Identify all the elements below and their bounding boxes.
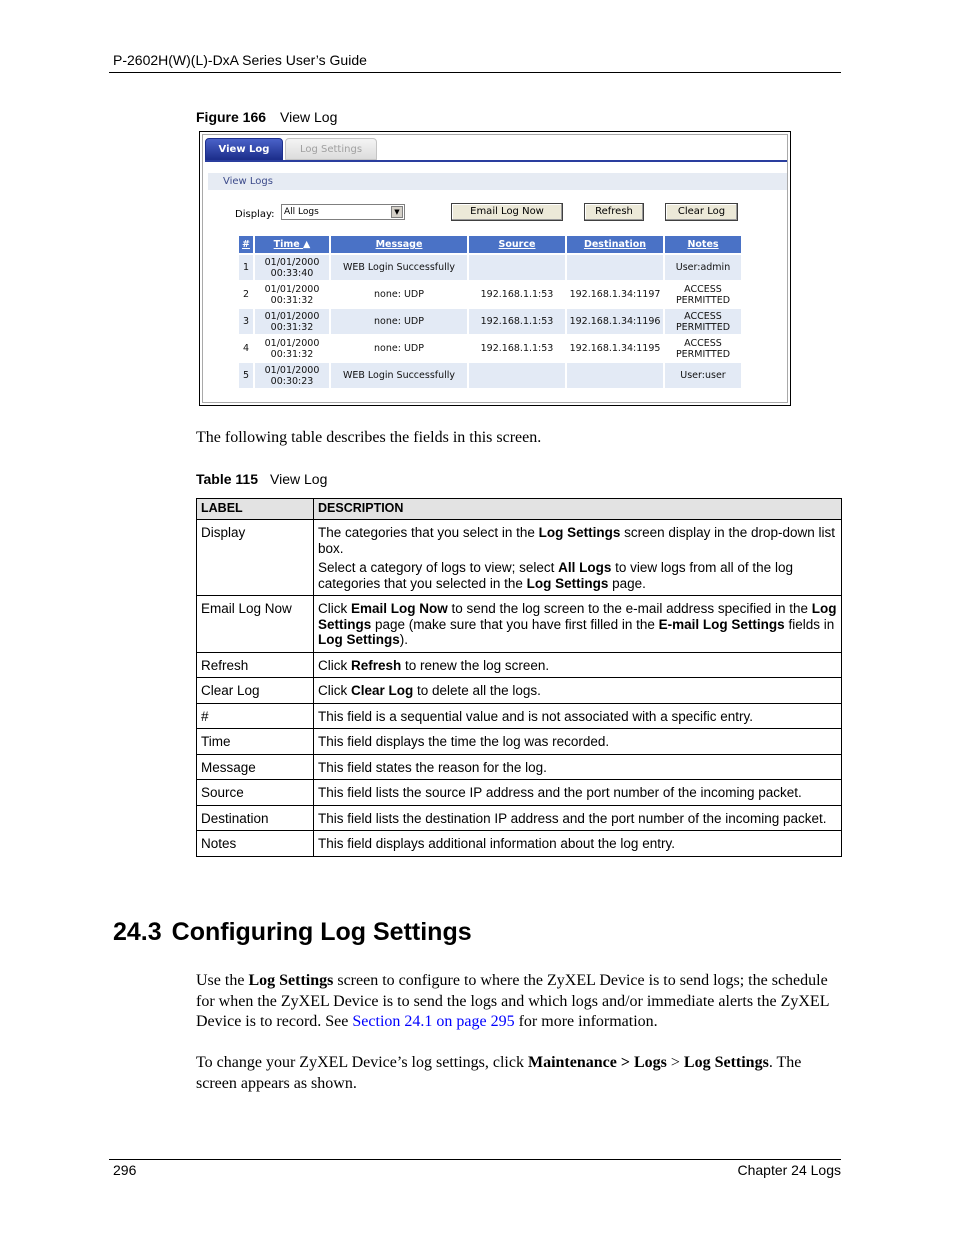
table-row	[197, 729, 842, 755]
log-clock: 00:31:32	[270, 294, 314, 306]
text-run: Use the	[196, 972, 249, 989]
row-description: This field lists the destination IP address and the port number of the incoming packet.	[314, 805, 842, 831]
row-description: This field states the reason for the log.	[314, 754, 842, 780]
text-run-bold: Log Settings	[318, 601, 837, 632]
row-description: This field displays the time the log was recorded.	[314, 729, 842, 755]
log-notes-line2: PERMITTED	[675, 321, 731, 333]
page-number: 296	[113, 1162, 137, 1178]
section-link[interactable]: Section 24.1 on page 295	[352, 1013, 515, 1030]
footer-rule	[109, 1159, 841, 1160]
text-run: page.	[608, 575, 646, 591]
text-run: to send the log screen to the e-mail address specified in the	[447, 601, 812, 616]
log-destination: 192.168.1.34:1195	[567, 336, 663, 361]
log-destination	[567, 255, 663, 280]
log-date: 01/01/2000	[264, 283, 320, 295]
log-date: 01/01/2000	[264, 364, 320, 376]
table-row	[197, 754, 842, 780]
table-title: View Log	[270, 471, 328, 487]
log-message: WEB Login Successfully	[331, 363, 467, 388]
text-run: screen display in the drop-down list box.	[318, 525, 835, 556]
figure-title: View Log	[280, 109, 338, 125]
tab-view-log[interactable]: View Log	[205, 138, 283, 160]
log-row	[239, 309, 741, 334]
tab-bar	[205, 138, 787, 160]
row-description: This field lists the source IP address and the port number of the incoming packet.	[314, 780, 842, 806]
chapter-label: Chapter 24 Logs	[737, 1162, 841, 1178]
text-run-bold: Log Settings	[526, 575, 609, 591]
log-clock: 00:33:40	[270, 267, 314, 279]
row-description	[314, 520, 842, 596]
col-header-time-label: Time	[273, 239, 300, 250]
text-run: The categories that you select in the	[318, 525, 539, 540]
col-header-destination[interactable]: Destination	[567, 236, 663, 253]
log-notes-line2: PERMITTED	[675, 348, 731, 360]
log-time	[255, 282, 329, 307]
log-clock: 00:30:23	[270, 375, 314, 387]
col-header-source[interactable]: Source	[469, 236, 565, 253]
col-header-message[interactable]: Message	[331, 236, 467, 253]
log-time	[255, 363, 329, 388]
col-header-time[interactable]	[255, 236, 329, 253]
text-run: to renew the log screen.	[401, 657, 550, 673]
field-description-table	[196, 498, 842, 857]
log-num: 2	[239, 282, 253, 307]
text-run-bold: E-mail Log Settings	[658, 616, 785, 632]
text-run: Select a category of logs to view; select	[318, 560, 559, 575]
text-run-bold: Refresh	[351, 657, 402, 673]
log-date: 01/01/2000	[264, 310, 320, 322]
log-num: 3	[239, 309, 253, 334]
log-source: 192.168.1.1:53	[469, 336, 565, 361]
log-notes	[665, 336, 741, 361]
table-row	[197, 520, 842, 596]
row-description	[314, 678, 842, 704]
col-header-number: #	[239, 236, 253, 253]
col-header-label: LABEL	[197, 499, 314, 520]
refresh-button[interactable]: Refresh	[584, 203, 644, 221]
text-run: >	[666, 1054, 684, 1071]
text-run: to view logs from all of the log categories that you selected in the	[318, 560, 793, 591]
display-select[interactable]	[281, 204, 405, 220]
section-title: View Logs	[208, 173, 787, 190]
log-num: 1	[239, 255, 253, 280]
running-header: P-2602H(W)(L)-DxA Series User’s Guide	[113, 52, 367, 68]
table-caption	[196, 471, 327, 487]
log-destination: 192.168.1.34:1196	[567, 309, 663, 334]
table-label: Table 115	[196, 471, 259, 487]
screen-panel	[202, 134, 788, 403]
text-run: Click	[318, 657, 351, 673]
row-label: Refresh	[197, 652, 314, 678]
log-time	[255, 336, 329, 361]
log-notes	[665, 255, 741, 280]
log-source: 192.168.1.1:53	[469, 282, 565, 307]
log-date: 01/01/2000	[264, 256, 320, 268]
section-paragraph-2	[196, 1053, 841, 1094]
figure-label: Figure 166	[196, 109, 267, 125]
log-date: 01/01/2000	[264, 337, 320, 349]
row-label: Notes	[197, 831, 314, 857]
log-source: 192.168.1.1:53	[469, 309, 565, 334]
log-notes-line1: ACCESS	[684, 310, 722, 322]
display-label: Display:	[235, 209, 275, 220]
text-run-bold: Log Settings	[318, 632, 400, 647]
log-num: 4	[239, 336, 253, 361]
table-row	[197, 596, 842, 653]
row-description	[314, 596, 842, 653]
text-run: . The screen appears as shown.	[196, 1054, 802, 1092]
email-log-now-button[interactable]: Email Log Now	[451, 203, 563, 221]
sort-ascending-icon: ▲	[303, 239, 311, 250]
row-label: #	[197, 703, 314, 729]
table-row	[197, 805, 842, 831]
text-run: screen to configure to where the ZyXEL Device is to send logs; the schedule for when the ZyXEL Device is to send the logs and which logs and/or immediate alerts the ZyXEL Device is to record. See	[196, 972, 829, 1030]
table-row	[197, 831, 842, 857]
log-notes-line1: ACCESS	[684, 337, 722, 349]
log-row	[239, 282, 741, 307]
log-notes-line1: User:user	[680, 370, 726, 381]
dropdown-arrow-icon[interactable]: ▼	[391, 206, 403, 218]
row-label: Message	[197, 754, 314, 780]
text-run: fields in	[784, 616, 835, 632]
text-run: Click	[318, 601, 351, 616]
log-row	[239, 336, 741, 361]
tab-log-settings[interactable]: Log Settings	[285, 138, 377, 160]
log-destination: 192.168.1.34:1197	[567, 282, 663, 307]
row-label: Clear Log	[197, 678, 314, 704]
log-notes-line2: PERMITTED	[675, 294, 731, 306]
log-clock: 00:31:32	[270, 321, 314, 333]
row-label: Source	[197, 780, 314, 806]
row-description	[314, 652, 842, 678]
view-log-screenshot	[199, 131, 791, 406]
log-notes	[665, 309, 741, 334]
row-label: Email Log Now	[197, 596, 314, 653]
table-row	[197, 780, 842, 806]
log-notes-line1: User:admin	[675, 262, 731, 273]
log-message: WEB Login Successfully	[331, 255, 467, 280]
log-row	[239, 363, 741, 388]
section-title: Configuring Log Settings	[171, 918, 472, 946]
log-notes-line1: ACCESS	[684, 283, 722, 295]
row-description: This field displays additional information about the log entry.	[314, 831, 842, 857]
text-run-bold: Maintenance > Logs	[527, 1054, 667, 1071]
col-header-description: DESCRIPTION	[314, 499, 842, 520]
clear-log-button[interactable]: Clear Log	[665, 203, 738, 221]
text-run-bold: Log Settings	[683, 1054, 769, 1071]
text-run-bold: Email Log Now	[351, 601, 448, 616]
text-run: ).	[399, 632, 408, 647]
table-row	[197, 703, 842, 729]
section-paragraph-1	[196, 971, 841, 1033]
log-num: 5	[239, 363, 253, 388]
table-row	[197, 678, 842, 704]
text-run-bold: All Logs	[558, 560, 612, 575]
display-select-value: All Logs	[284, 207, 319, 217]
log-message: none: UDP	[331, 336, 467, 361]
header-rule	[109, 72, 841, 73]
text-run: page (make sure that you have first filled in the	[371, 616, 659, 632]
log-time	[255, 255, 329, 280]
log-time	[255, 309, 329, 334]
text-run: Click	[318, 683, 351, 698]
intro-paragraph: The following table describes the fields in this screen.	[196, 429, 542, 446]
log-message: none: UDP	[331, 309, 467, 334]
figure-caption	[196, 109, 337, 125]
text-run-bold: Log Settings	[248, 972, 334, 989]
log-source	[469, 255, 565, 280]
section-heading	[113, 918, 472, 947]
log-clock: 00:31:32	[270, 348, 314, 360]
text-run: to delete all the logs.	[413, 683, 541, 698]
tab-underline	[205, 160, 787, 162]
col-header-notes[interactable]: Notes	[665, 236, 741, 253]
log-notes	[665, 282, 741, 307]
log-message: none: UDP	[331, 282, 467, 307]
log-row	[239, 255, 741, 280]
text-run: To change your ZyXEL Device’s log settings, click	[196, 1054, 528, 1071]
text-run-bold: Log Settings	[538, 525, 621, 540]
row-label: Time	[197, 729, 314, 755]
log-source	[469, 363, 565, 388]
row-label: Destination	[197, 805, 314, 831]
section-number: 24.3	[113, 918, 162, 946]
row-label: Display	[197, 520, 314, 596]
log-table	[237, 234, 743, 390]
text-run-bold: Clear Log	[351, 683, 414, 698]
log-notes	[665, 363, 741, 388]
text-run: for more information.	[514, 1013, 658, 1030]
log-destination	[567, 363, 663, 388]
row-description: This field is a sequential value and is not associated with a specific entry.	[314, 703, 842, 729]
table-row	[197, 652, 842, 678]
